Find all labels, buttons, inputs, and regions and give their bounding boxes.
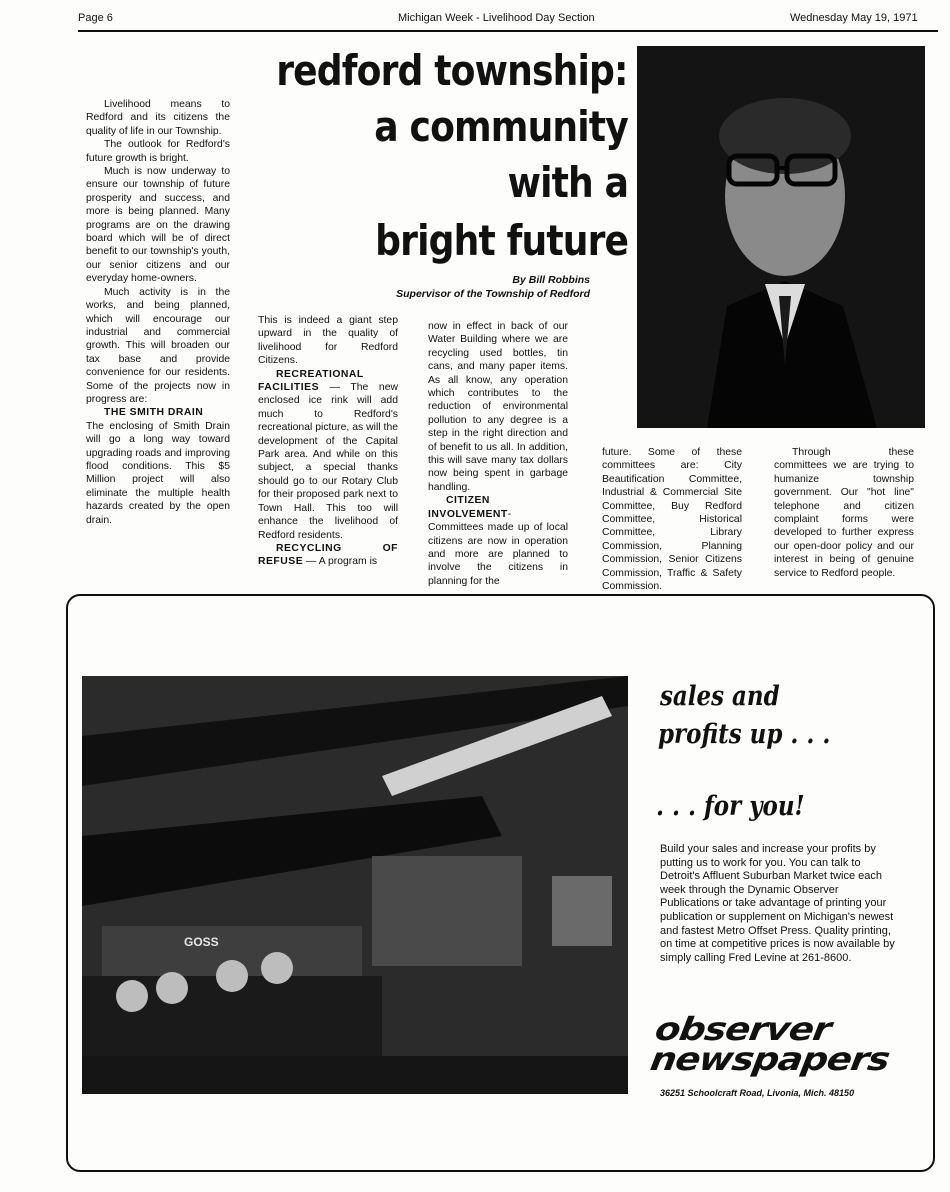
article-column-3 (428, 320, 568, 590)
headline-line-2: a community (374, 102, 628, 151)
col2-para-3: — A program is (306, 556, 378, 568)
ad-headline-2: profits up . . . (658, 719, 831, 750)
col1-para-5: The enclosing of Smith Drain will go a long way toward upgrading roads and improving flood conditions. This $5 Million project will also eliminate the multiple health hazards created by the open drain. (86, 420, 230, 526)
col1-para-4: Much activity is in the works, and being planned, which will encourage our industrial and commercial growth. This will broaden our tax base and provide convenience for our residents. Some of the projects now in progress are: (86, 286, 230, 405)
ad-body-text: Build your sales and increase your profits by putting us to work for you. You can talk to Detroit's Affluent Suburban Market twice each week through the Dynamic Observer Publications or take advantage of printing your publication or supplement on Michigan's newest and fastest Metro Offset Press. Quality printing, on time at competitive prices is now available by simply calling Fred Levine at 261-8600. (660, 843, 895, 964)
col2-para-1: This is indeed a giant step upward in the quality of livelihood for Redford Citizens. (258, 315, 398, 367)
col1-subhead: THE SMITH DRAIN (104, 407, 204, 419)
col2-subhead-2: RECYCLING OF REFUSE (258, 542, 398, 568)
col3-para-2: - Committees made up of local citizens are now in operation and more are planned to involve the citizens in planning for the (428, 508, 568, 587)
col5-para-1: Through these committees we are trying to humanize township government. Our "hot line" telephone and citizen complaint forms were developed to further express our open-door policy and our interest in being of genuine service to Redford people. (774, 447, 914, 579)
logo-line-2: newspapers (647, 1040, 892, 1078)
col1-para-3: Much is now underway to ensure our township of future prosperity and success, and more is being planned. Many programs are on the drawing board which will be of direct benefit to our township's youth, our senior citizens and our everyday home-owners. (86, 166, 230, 285)
section-title: Michigan Week - Livelihood Day Section (398, 12, 595, 24)
supervisor-photo (637, 46, 925, 428)
col2-para-2: — The new enclosed ice rink will add much to Redford's recreational picture, as will the development of the Capital Park area. And while on this subject, a special thanks should go to our Rotary Club for their proposed park next to Town Hall. This too will enhance the livelihood of Redford residents. (258, 382, 398, 541)
col1-para-2: The outlook for Redford's future growth is bright. (86, 139, 230, 164)
printing-press-photo (82, 676, 628, 1094)
article-column-2 (258, 314, 398, 590)
header-rule (78, 30, 938, 32)
col3-para-1: now in effect in back of our Water Building where we are recycling used bottles, tin cans, and many paper items. As all know, any operation which contributes to the reduction of environmental pollution to any degree is a step in the right direction and of benefit to us all. In addition, this will save many tax dollars now being spent in garbage handling. (428, 321, 568, 493)
ad-headline-3: . . . for you! (656, 791, 805, 822)
logo-line-1: observer (652, 1010, 834, 1048)
headline-line-4: bright future (374, 216, 628, 265)
col2-subhead-1: RECREATIONAL FACILITIES (258, 368, 364, 394)
col4-para-1: future. Some of these committees are: City Beautification Committee, Industrial & Commercial Site Committee, Buy Redford Committee, Historical Committee, Library Commission, Planning Commission, Senior Citizens Commission, Traffic & Safety Commission. (602, 447, 742, 592)
ad-address: 36251 Schoolcraft Road, Livonia, Mich. 48150 (660, 1088, 855, 1098)
byline-title: Supervisor of the Township of Redford (396, 288, 590, 300)
article-column-1 (86, 98, 230, 590)
article-column-5 (774, 446, 914, 592)
ad-headline-1: sales and (660, 681, 780, 712)
col1-para-1: Livelihood means to Redford and its citizens the quality of life in our Township. (86, 99, 230, 137)
press-brand-label: GOSS (184, 935, 219, 949)
col3-subhead: CITIZEN INVOLVEMENT (428, 495, 508, 520)
portrait-illustration (637, 46, 925, 428)
byline-author: By Bill Robbins (512, 274, 590, 286)
page-number: Page 6 (78, 12, 113, 24)
headline-line-1: redford township: (276, 46, 628, 95)
observer-newspapers-logo (647, 1010, 896, 1078)
article-column-4 (602, 446, 742, 592)
headline-line-3: with a (507, 158, 628, 207)
press-illustration (82, 676, 628, 1094)
issue-date: Wednesday May 19, 1971 (790, 12, 918, 24)
